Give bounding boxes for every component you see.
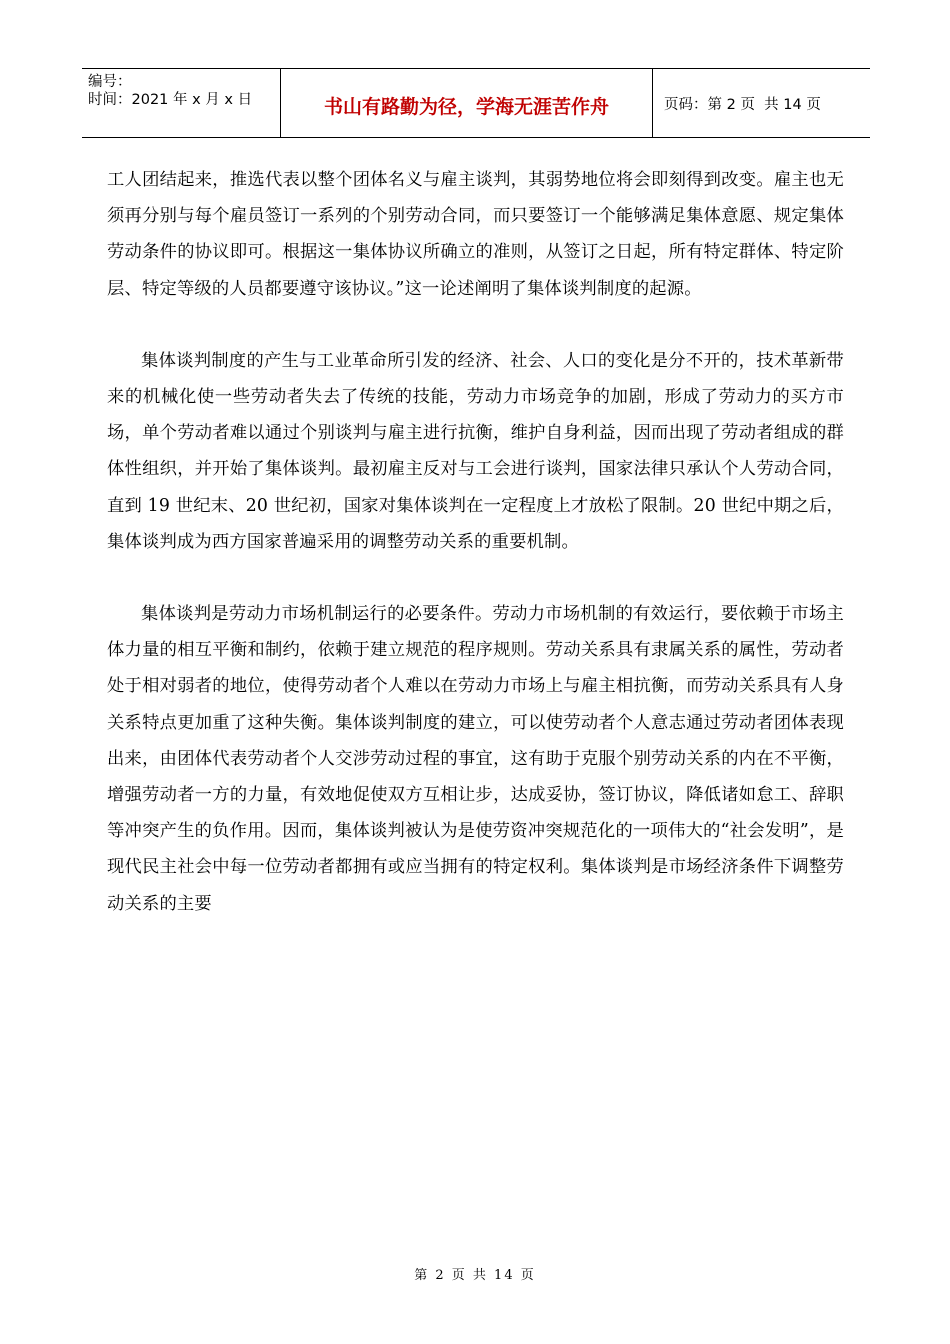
document-date: 时间：2021 年 x 月 x 日 — [88, 92, 253, 108]
paragraph-continuation: 工人团结起来，推选代表以整个团体名义与雇主谈判，其弱势地位将会即刻得到改变。雇主也无须再分别与每个雇员签订一系列的个别劳动合同，而只要签订一个能够满足集体意愿、规定集体劳动条件的协议即可。根据这一集体协议所确立的准则，从签订之日起，所有特定群体、特定阶层、特定等级的人员都要遵守该协议。”这一论述阐明了集体谈判制度的起源。 — [107, 170, 844, 299]
paragraph: 集体谈判是劳动力市场机制运行的必要条件。劳动力市场机制的有效运行，要依赖于市场主体力量的相互平衡和制约，依赖于建立规范的程序规则。劳动关系具有隶属关系的属性，劳动者处于相对弱者的地位，使得劳动者个人难以在劳动力市场上与雇主相抗衡，而劳动关系具有人身关系特点更加重了这种失衡。集体谈判制度的建立，可以使劳动者个人意志通过劳动者团体表现出来，由团体代表劳动者个人交涉劳动过程的事宜，这有助于克服个别劳动关系的内在不平衡，增强劳动者一方的力量，有效地促使双方互相让步，达成妥协，签订协议，降低诸如怠工、辞职等冲突产生的负作用。因而，集体谈判被认为是使劳资冲突规范化的一项伟大的“社会发明”，是现代民主社会中每一位劳动者都拥有或应当拥有的特定权利。集体谈判是市场经济条件下调整劳动关系的主要 — [107, 604, 844, 914]
paragraph: 集体谈判制度的产生与工业革命所引发的经济、社会、人口的变化是分不开的，技术革新带来的机械化使一些劳动者失去了传统的技能，劳动力市场竞争的加剧，形成了劳动力的买方市场，单个劳动者难以通过个别谈判与雇主进行抗衡，维护自身利益，因而出现了劳动者组成的群体性组织，并开始了集体谈判。最初雇主反对与工会进行谈判，国家法律只承认个人劳动合同，直到 19 世纪末、20 世纪初，国家对集体谈判在一定程度上才放松了限制。20 世纪中期之后，集体谈判成为西方国家普遍采用的调整劳动关系的重要机制。 — [107, 350, 844, 552]
page-footer: 第 2 页 共 14 页 — [414, 1268, 536, 1283]
document-number: 编号： — [88, 74, 132, 90]
header-meta — [82, 69, 281, 137]
document-body — [107, 162, 844, 922]
header-motto: 书山有路勤为径，学海无涯苦作舟 — [281, 69, 653, 137]
page-info-text: 页码：第 2 页 共 14 页 — [664, 96, 821, 113]
page-header — [82, 68, 870, 138]
header-page-info — [653, 69, 870, 137]
